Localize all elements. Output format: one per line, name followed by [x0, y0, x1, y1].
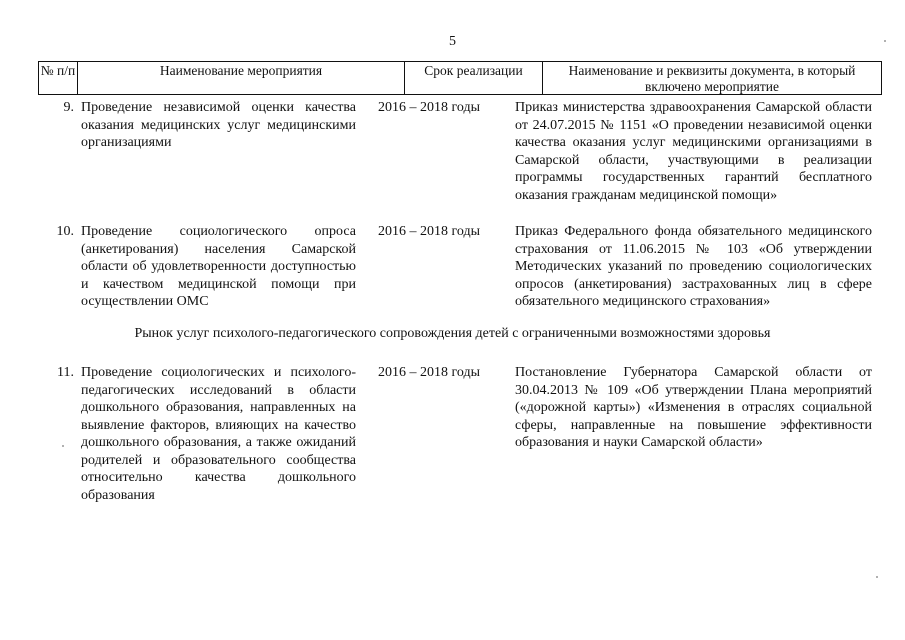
header-num: № п/п — [39, 62, 78, 94]
table-header — [38, 61, 882, 95]
row-document: Приказ Федерального фонда обязательного медицинского страхования от 11.06.2015 № 103 «Об утверждении Методических указаний по проведению социологических опросов (анкетирования) застрахованных лиц в сфере обязательного медицинского страхования» — [515, 224, 872, 309]
row-term: 2016 – 2018 годы — [378, 224, 481, 239]
header-term: Срок реализации — [405, 62, 543, 94]
row-num: 11. — [57, 365, 74, 380]
row-name: Проведение независимой оценки качества оказания медицинских услуг медицинскими организациями — [81, 100, 356, 150]
row-term: 2016 – 2018 годы — [378, 100, 481, 115]
scan-speck — [884, 40, 886, 42]
header-doc: Наименование и реквизиты документа, в который включено мероприятие — [568, 63, 856, 94]
row-name: Проведение социологического опроса (анкетирования) населения Самарской области об удовлетворенности доступностью и качеством медицинской помощи при осуществлении ОМС — [81, 224, 356, 309]
scan-speck — [876, 576, 878, 578]
row-term: 2016 – 2018 годы — [378, 365, 481, 380]
row-document: Постановление Губернатора Самарской области от 30.04.2013 № 109 «Об утверждении Плана мероприятий («дорожной карты») «Изменения в отраслях социальной сферы, направленные на повышение эффективности образования и науки Самарской области» — [515, 365, 872, 450]
scan-speck — [62, 445, 64, 447]
row-name: Проведение социологических и психолого-педагогических исследований в области дошкольного образования, направленных на выявление факторов, влияющих на качество дошкольного образования, а также ожиданий родителей и образовательного сообщества относительно качества дошкольного образования — [81, 365, 356, 503]
row-document: Приказ министерства здравоохранения Самарской области от 24.07.2015 № 1151 «О проведении независимой оценки качества оказания услуг медицинскими организациями в Самарской области, участвующими в реализации программы государственных гарантий бесплатного оказания гражданам медицинской помощи» — [515, 100, 872, 203]
row-num: 10. — [56, 224, 74, 239]
row-num: 9. — [63, 100, 74, 115]
page-number: 5 — [449, 34, 456, 49]
section-heading: Рынок услуг психолого-педагогического сопровождения детей с ограниченными возможностями здоровья — [134, 326, 771, 341]
header-name: Наименование мероприятия — [78, 62, 405, 94]
